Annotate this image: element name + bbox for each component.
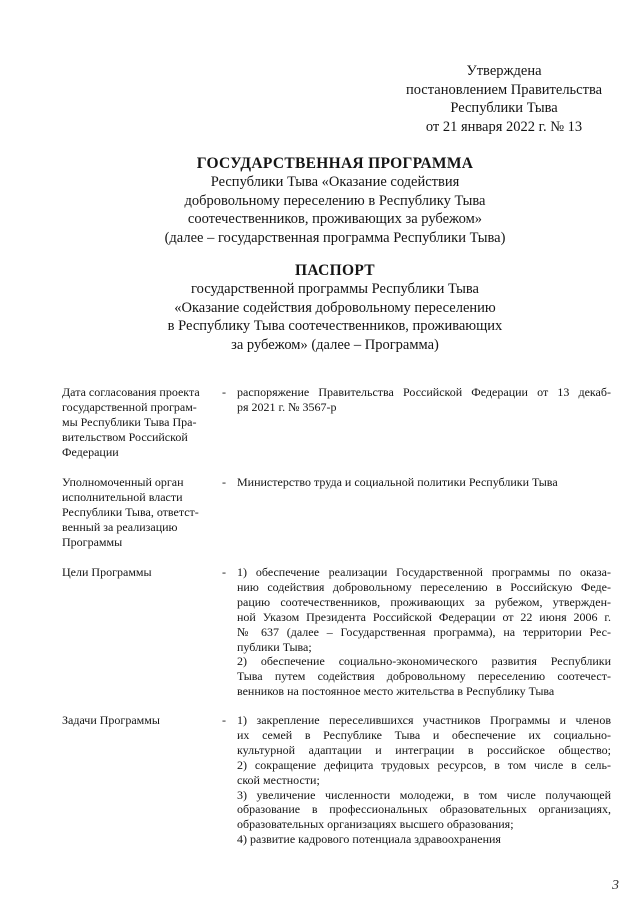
row-content-line: ря 2021 г. № 3567-р [237,399,337,414]
row-content-line: № 637 (далее – Государственная программа), на территории Рес- [237,624,611,639]
row-content-line: Министерство труда и социальной политики Республики Тыва [237,475,558,489]
passport-subtitle-line: в Республику Тыва соотечественников, проживающих [167,318,503,335]
row-content-line: Тыва путем содействия добровольному переселению соотечест- [237,669,611,684]
row-content-line: 1) обеспечение реализации Государственной программы по оказа- [237,565,611,579]
row-content [237,565,611,699]
row-label-line: Республики Тыва, ответст- [62,504,199,519]
row-content-line: рацию соотечественников, проживающих за рубежом, утвержден- [237,594,611,609]
row-label [62,565,212,580]
row-content-line: публики Тыва; [237,639,312,654]
passport-heading [110,262,560,354]
row-content-line: 2) обеспечение социально-экономического развития Республики [237,654,611,669]
row-content-line: образование в профессиональных образовательных организациях, [237,802,611,817]
row-label [62,713,212,728]
row-label [62,385,212,460]
approval-line: Республики Тыва [450,100,558,117]
row-content-line: 4) развитие кадрового потенциала здравоохранения [237,832,501,847]
row-label-line: Задачи Программы [62,713,160,727]
row-label-line: Цели Программы [62,565,152,579]
row-content [237,713,611,847]
row-dash: - [222,385,226,399]
program-subtitle-line: добровольному переселению в Республику Тыва [184,192,486,209]
row-dash: - [222,475,226,489]
passport-title: ПАСПОРТ [295,262,375,279]
program-subtitle-line: соотечественников, проживающих за рубежом» [187,211,483,228]
row-content-line: 3) увеличение численности молодежи, в том числе получающей [237,787,611,802]
approval-line: Утверждена [466,63,542,79]
row-content-line: венников на постоянное место жительства в Республику Тыва [237,684,555,699]
row-label-line: венный за реализацию [62,519,178,534]
approval-line: постановлением Правительства [405,81,603,98]
row-content-line: 1) закрепление переселившихся участников Программы и членов [237,713,611,727]
approval-line: от 21 января 2022 г. № 13 [425,118,583,135]
row-content-line: ской местности; [237,772,320,787]
program-subtitle-line: (далее – государственная программа Республики Тыва) [164,229,506,246]
passport-subtitle-line: государственной программы Республики Тыва [191,281,479,298]
row-label-line: Федерации [62,444,119,459]
passport-subtitle-line: «Оказание содействия добровольному переселению [174,299,496,316]
program-subtitle-line: Республики Тыва «Оказание содействия [210,174,460,191]
row-content-line: 2) сокращение дефицита трудовых ресурсов, в том числе в сель- [237,757,611,772]
row-content-line: распоряжение Правительства Российской Федерации от 13 декаб- [237,385,611,399]
row-label-line: исполнительной власти [62,489,183,504]
row-dash: - [222,565,226,579]
row-content-line: культурной адаптации и интеграции в российское общество; [237,742,611,757]
row-label [62,475,212,550]
row-content-line: образовательных организациях высшего образования; [237,817,514,832]
row-content-line: ной Указом Президента Российской Федерации от 22 июня 2006 г. [237,609,611,624]
approval-stamp [388,62,620,136]
program-heading [110,155,560,247]
row-label-line: государственной програм- [62,399,197,414]
row-label-line: вительством Российской [62,429,188,444]
row-label-line: Дата согласования проекта [62,385,200,399]
passport-subtitle-line: за рубежом» (далее – Программа) [231,336,439,353]
row-content-line: нию содействия добровольному переселению в Российскую Феде- [237,579,611,594]
row-label-line: мы Республики Тыва Пра- [62,414,197,429]
row-content [237,475,611,490]
row-dash: - [222,713,226,727]
program-title: ГОСУДАРСТВЕННАЯ ПРОГРАММА [196,155,474,172]
page-number: 3 [612,878,619,893]
row-label-line: Уполномоченный орган [62,475,184,489]
row-content [237,385,611,415]
row-content-line: их семей в Республике Тыва и обеспечение их социально- [237,727,611,742]
row-label-line: Программы [62,534,123,549]
